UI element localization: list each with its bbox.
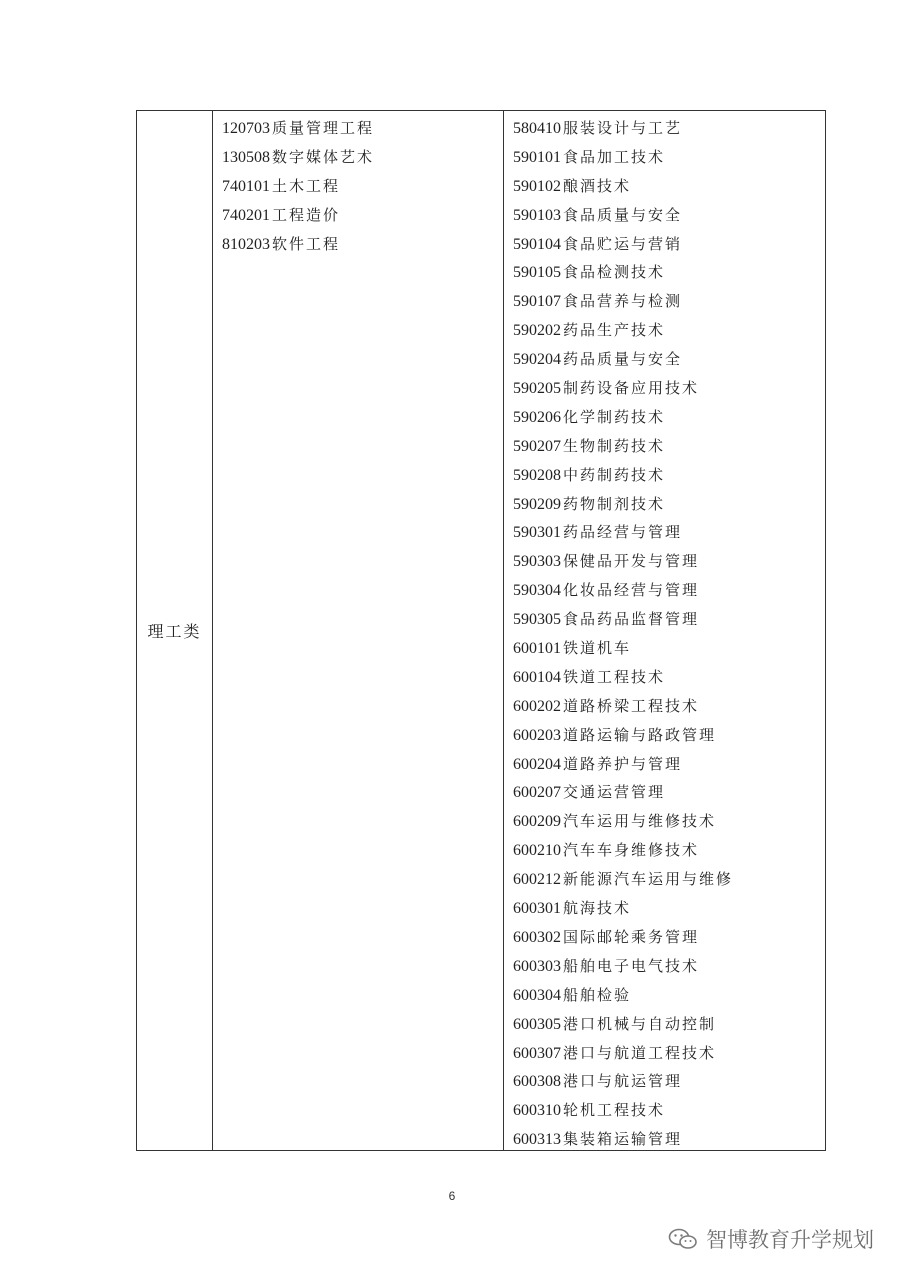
major-code: 600307 [513, 1044, 561, 1062]
page-number: 6 [448, 1189, 456, 1203]
major-code: 130508 [222, 148, 270, 166]
major-item [513, 461, 733, 490]
major-name: 质量管理工程 [272, 119, 375, 137]
major-item [513, 287, 733, 316]
major-code: 590104 [513, 235, 561, 253]
major-name: 铁道机车 [563, 639, 632, 658]
major-code: 600204 [513, 755, 561, 773]
watermark [668, 1224, 874, 1254]
major-name: 制药设备应用技术 [563, 379, 700, 398]
major-code: 600304 [513, 986, 561, 1004]
major-code: 600210 [513, 842, 561, 860]
major-name: 航海技术 [563, 899, 632, 918]
major-code: 590207 [513, 437, 561, 455]
major-code: 590209 [513, 495, 561, 513]
major-item [513, 374, 733, 403]
major-name: 道路桥梁工程技术 [563, 696, 700, 715]
major-code: 600202 [513, 697, 561, 715]
major-name: 船舶检验 [563, 985, 632, 1004]
major-code: 590206 [513, 408, 561, 426]
major-code: 600308 [513, 1073, 561, 1091]
major-code: 590103 [513, 206, 561, 224]
wechat-icon [668, 1227, 698, 1251]
major-item [513, 547, 733, 576]
column-divider [503, 111, 504, 1150]
major-item [513, 1096, 733, 1125]
major-name: 土木工程 [272, 176, 341, 195]
major-code: 600104 [513, 668, 561, 686]
major-name: 药品质量与安全 [563, 350, 683, 369]
major-name: 药物制剂技术 [563, 494, 666, 513]
major-name: 汽车运用与维修技术 [563, 812, 717, 831]
major-code: 590304 [513, 582, 561, 600]
major-item [513, 750, 733, 779]
major-item [513, 952, 733, 981]
right-major-list [513, 114, 733, 1154]
major-item [222, 201, 374, 230]
major-name: 铁道工程技术 [563, 667, 666, 686]
major-name: 服装设计与工艺 [563, 119, 683, 137]
major-name: 港口与航道工程技术 [563, 1043, 717, 1062]
major-name: 道路运输与路政管理 [563, 725, 717, 744]
major-item [513, 403, 733, 432]
major-item [513, 1010, 733, 1039]
major-item [513, 634, 733, 663]
major-name: 食品质量与安全 [563, 205, 683, 224]
major-name: 保健品开发与管理 [563, 552, 700, 571]
major-name: 软件工程 [272, 234, 341, 253]
major-name: 港口与航运管理 [563, 1072, 683, 1091]
major-code: 590305 [513, 611, 561, 629]
major-code: 600313 [513, 1131, 561, 1149]
major-item [513, 865, 733, 894]
major-name: 国际邮轮乘务管理 [563, 927, 700, 946]
major-item [513, 230, 733, 259]
major-item [222, 114, 374, 143]
major-name: 药品生产技术 [563, 321, 666, 340]
major-code: 590208 [513, 466, 561, 484]
major-name: 集装箱运输管理 [563, 1130, 683, 1149]
major-table [136, 110, 826, 1151]
major-code: 600203 [513, 726, 561, 744]
major-item [513, 432, 733, 461]
major-name: 食品贮运与营销 [563, 234, 683, 253]
major-item [513, 1067, 733, 1096]
major-name: 食品药品监督管理 [563, 610, 700, 629]
major-code: 810203 [222, 235, 270, 253]
major-item [513, 663, 733, 692]
major-code: 590205 [513, 380, 561, 398]
major-name: 汽车车身维修技术 [563, 841, 700, 860]
major-code: 580410 [513, 120, 561, 137]
major-item [513, 1125, 733, 1154]
major-name: 轮机工程技术 [563, 1101, 666, 1120]
major-item [513, 490, 733, 519]
major-item [513, 258, 733, 287]
left-major-list [222, 114, 374, 258]
watermark-text: 智博教育升学规划 [706, 1228, 874, 1252]
major-item [513, 605, 733, 634]
major-code: 740101 [222, 177, 270, 195]
major-item [513, 143, 733, 172]
major-code: 590105 [513, 264, 561, 282]
major-code: 590101 [513, 148, 561, 166]
major-name: 工程造价 [272, 205, 341, 224]
major-name: 生物制药技术 [563, 436, 666, 455]
major-code: 600303 [513, 957, 561, 975]
column-divider [212, 111, 213, 1150]
major-item [513, 345, 733, 374]
major-name: 化学制药技术 [563, 407, 666, 426]
major-name: 酿酒技术 [563, 176, 632, 195]
major-item [513, 172, 733, 201]
major-code: 590202 [513, 322, 561, 340]
major-item [513, 807, 733, 836]
major-item [513, 518, 733, 547]
major-code: 600209 [513, 813, 561, 831]
major-code: 590303 [513, 553, 561, 571]
major-code: 600301 [513, 900, 561, 918]
major-item [513, 836, 733, 865]
major-item [513, 981, 733, 1010]
major-name: 数字媒体艺术 [272, 147, 375, 166]
major-item [513, 576, 733, 605]
major-item [513, 721, 733, 750]
major-code: 600305 [513, 1015, 561, 1033]
major-item [222, 172, 374, 201]
major-item [513, 894, 733, 923]
major-item [513, 316, 733, 345]
major-item [513, 201, 733, 230]
major-name: 食品加工技术 [563, 147, 666, 166]
major-code: 600101 [513, 640, 561, 658]
major-item [513, 692, 733, 721]
major-code: 590102 [513, 177, 561, 195]
major-name: 中药制药技术 [563, 465, 666, 484]
major-code: 590204 [513, 351, 561, 369]
major-code: 600207 [513, 784, 561, 802]
major-code: 600212 [513, 871, 561, 889]
major-item [222, 143, 374, 172]
major-item [513, 923, 733, 952]
major-name: 药品经营与管理 [563, 523, 683, 542]
major-name: 食品检测技术 [563, 263, 666, 282]
major-name: 港口机械与自动控制 [563, 1014, 717, 1033]
major-name: 船舶电子电气技术 [563, 956, 700, 975]
major-code: 590301 [513, 524, 561, 542]
major-name: 交通运营管理 [563, 783, 666, 802]
major-name: 新能源汽车运用与维修 [563, 870, 734, 889]
category-cell: 理工类 [147, 622, 202, 641]
major-code: 600310 [513, 1102, 561, 1120]
major-item [222, 230, 374, 259]
major-code: 590107 [513, 293, 561, 311]
major-code: 120703 [222, 120, 270, 137]
major-name: 化妆品经营与管理 [563, 581, 700, 600]
major-item [513, 778, 733, 807]
major-code: 740201 [222, 206, 270, 224]
major-item [513, 1039, 733, 1068]
major-name: 食品营养与检测 [563, 292, 683, 311]
major-name: 道路养护与管理 [563, 754, 683, 773]
major-code: 600302 [513, 928, 561, 946]
major-item [513, 114, 733, 143]
